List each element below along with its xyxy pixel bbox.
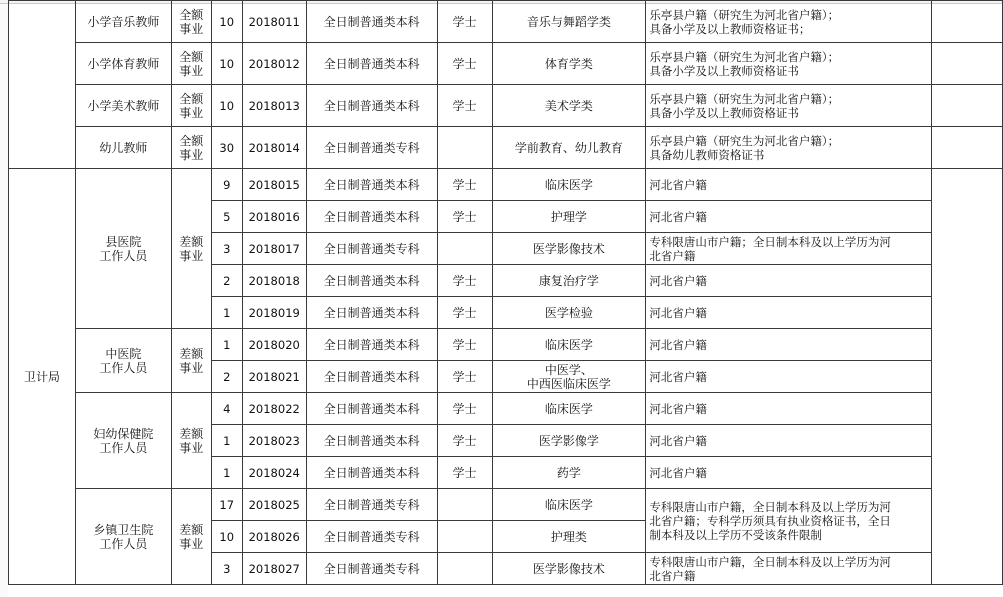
requirement-cell: 河北省户籍	[646, 393, 932, 425]
table-row	[9, 489, 1003, 521]
code-cell: 2018025	[242, 489, 306, 521]
table-row	[9, 169, 1003, 201]
requirement-cell: 乐亭县户籍（研究生为河北省户籍）； 具备小学及以上教师资格证书	[646, 43, 932, 85]
education-cell: 全日制普通类本科	[306, 43, 437, 85]
education-cell: 全日制普通类本科	[306, 393, 437, 425]
major-cell: 音乐与舞蹈学类	[492, 1, 646, 43]
degree-cell	[437, 489, 492, 521]
funding-type-cell: 全额 事业	[171, 85, 211, 127]
major-cell: 体育学类	[492, 43, 646, 85]
education-cell: 全日制普通类本科	[306, 457, 437, 489]
degree-cell: 学士	[437, 393, 492, 425]
position-cell: 乡镇卫生院 工作人员	[75, 489, 171, 585]
requirement-cell: 河北省户籍	[646, 457, 932, 489]
count-cell: 1	[211, 425, 242, 457]
requirement-cell: 专科限唐山市户籍；全日制本科及以上学历为河 北省户籍	[646, 233, 932, 265]
major-cell: 药学	[492, 457, 646, 489]
requirement-cell: 乐亭县户籍（研究生为河北省户籍）； 具备幼儿教师资格证书	[646, 127, 932, 169]
requirement-cell: 专科限唐山市户籍，全日制本科及以上学历为河 北省户籍；专科学历须具有执业资格证书，全日 制本科及以上学历不受该条件限制	[646, 489, 932, 553]
count-cell: 1	[211, 297, 242, 329]
count-cell: 2	[211, 265, 242, 297]
count-cell: 3	[211, 233, 242, 265]
education-cell: 全日制普通类本科	[306, 297, 437, 329]
funding-type-cell: 全额 事业	[171, 127, 211, 169]
major-cell: 学前教育、幼儿教育	[492, 127, 646, 169]
degree-cell	[437, 521, 492, 553]
code-cell: 2018023	[242, 425, 306, 457]
degree-cell: 学士	[437, 201, 492, 233]
count-cell: 10	[211, 521, 242, 553]
table-row	[9, 43, 1003, 85]
degree-cell: 学士	[437, 265, 492, 297]
code-cell: 2018016	[242, 201, 306, 233]
code-cell: 2018011	[242, 1, 306, 43]
major-cell: 医学影像技术	[492, 553, 646, 585]
requirement-cell: 河北省户籍	[646, 425, 932, 457]
education-cell: 全日制普通类专科	[306, 489, 437, 521]
major-cell: 医学影像技术	[492, 233, 646, 265]
funding-type-cell: 差额 事业	[171, 489, 211, 585]
funding-type-cell: 差额 事业	[171, 393, 211, 489]
education-cell: 全日制普通类本科	[306, 201, 437, 233]
table-row	[9, 85, 1003, 127]
position-cell: 小学体育教师	[75, 43, 171, 85]
code-cell: 2018018	[242, 265, 306, 297]
count-cell: 10	[211, 85, 242, 127]
major-cell: 医学检验	[492, 297, 646, 329]
remark-cell	[932, 85, 1003, 127]
major-cell: 临床医学	[492, 393, 646, 425]
code-cell: 2018014	[242, 127, 306, 169]
code-cell: 2018020	[242, 329, 306, 361]
education-cell: 全日制普通类专科	[306, 233, 437, 265]
dept-cell: 卫计局	[9, 169, 76, 585]
degree-cell: 学士	[437, 329, 492, 361]
funding-type-cell: 差额 事业	[171, 169, 211, 329]
major-cell: 康复治疗学	[492, 265, 646, 297]
degree-cell: 学士	[437, 425, 492, 457]
degree-cell: 学士	[437, 169, 492, 201]
count-cell: 10	[211, 43, 242, 85]
education-cell: 全日制普通类专科	[306, 521, 437, 553]
position-cell: 小学音乐教师	[75, 1, 171, 43]
count-cell: 10	[211, 1, 242, 43]
recruitment-table	[8, 0, 1003, 585]
remark-cell	[932, 43, 1003, 85]
education-cell: 全日制普通类专科	[306, 127, 437, 169]
education-cell: 全日制普通类本科	[306, 425, 437, 457]
code-cell: 2018019	[242, 297, 306, 329]
education-cell: 全日制普通类本科	[306, 361, 437, 393]
major-cell: 临床医学	[492, 329, 646, 361]
table-row	[9, 393, 1003, 425]
code-cell: 2018024	[242, 457, 306, 489]
remark-cell	[932, 1, 1003, 43]
code-cell: 2018017	[242, 233, 306, 265]
funding-type-cell: 全额 事业	[171, 43, 211, 85]
left-margin	[0, 0, 8, 597]
degree-cell	[437, 233, 492, 265]
degree-cell	[437, 553, 492, 585]
degree-cell: 学士	[437, 297, 492, 329]
position-cell: 妇幼保健院 工作人员	[75, 393, 171, 489]
count-cell: 2	[211, 361, 242, 393]
major-cell: 美术学类	[492, 85, 646, 127]
table-row	[9, 329, 1003, 361]
code-cell: 2018027	[242, 553, 306, 585]
count-cell: 9	[211, 169, 242, 201]
degree-cell: 学士	[437, 361, 492, 393]
position-cell: 中医院 工作人员	[75, 329, 171, 393]
count-cell: 4	[211, 393, 242, 425]
degree-cell: 学士	[437, 43, 492, 85]
requirement-cell: 乐亭县户籍（研究生为河北省户籍）； 具备小学及以上教师资格证书；	[646, 1, 932, 43]
education-cell: 全日制普通类本科	[306, 329, 437, 361]
requirement-cell: 专科限唐山市户籍，全日制本科及以上学历为河 北省户籍	[646, 553, 932, 585]
degree-cell	[437, 127, 492, 169]
education-cell: 全日制普通类专科	[306, 553, 437, 585]
requirement-cell: 乐亭县户籍（研究生为河北省户籍）； 具备小学及以上教师资格证书	[646, 85, 932, 127]
count-cell: 30	[211, 127, 242, 169]
degree-cell: 学士	[437, 85, 492, 127]
requirement-cell: 河北省户籍	[646, 361, 932, 393]
major-cell: 临床医学	[492, 489, 646, 521]
degree-cell: 学士	[437, 457, 492, 489]
code-cell: 2018022	[242, 393, 306, 425]
degree-cell: 学士	[437, 1, 492, 43]
major-cell: 医学影像学	[492, 425, 646, 457]
count-cell: 1	[211, 329, 242, 361]
requirement-cell: 河北省户籍	[646, 265, 932, 297]
requirement-cell: 河北省户籍	[646, 201, 932, 233]
funding-type-cell: 全额 事业	[171, 1, 211, 43]
count-cell: 5	[211, 201, 242, 233]
funding-type-cell: 差额 事业	[171, 329, 211, 393]
remark-cell	[932, 127, 1003, 169]
major-cell: 临床医学	[492, 169, 646, 201]
major-cell: 护理学	[492, 201, 646, 233]
table-row	[9, 1, 1003, 43]
requirement-cell: 河北省户籍	[646, 329, 932, 361]
position-cell: 小学美术教师	[75, 85, 171, 127]
dept-cell	[9, 1, 76, 169]
code-cell: 2018021	[242, 361, 306, 393]
requirement-cell: 河北省户籍	[646, 169, 932, 201]
education-cell: 全日制普通类本科	[306, 265, 437, 297]
table-row	[9, 127, 1003, 169]
count-cell: 3	[211, 553, 242, 585]
count-cell: 1	[211, 457, 242, 489]
remark-cell	[932, 169, 1003, 585]
code-cell: 2018013	[242, 85, 306, 127]
code-cell: 2018026	[242, 521, 306, 553]
education-cell: 全日制普通类本科	[306, 1, 437, 43]
position-cell: 幼儿教师	[75, 127, 171, 169]
major-cell: 护理类	[492, 521, 646, 553]
code-cell: 2018015	[242, 169, 306, 201]
major-cell: 中医学、 中西医临床医学	[492, 361, 646, 393]
position-cell: 县医院 工作人员	[75, 169, 171, 329]
education-cell: 全日制普通类本科	[306, 169, 437, 201]
education-cell: 全日制普通类本科	[306, 85, 437, 127]
requirement-cell: 河北省户籍	[646, 297, 932, 329]
count-cell: 17	[211, 489, 242, 521]
code-cell: 2018012	[242, 43, 306, 85]
